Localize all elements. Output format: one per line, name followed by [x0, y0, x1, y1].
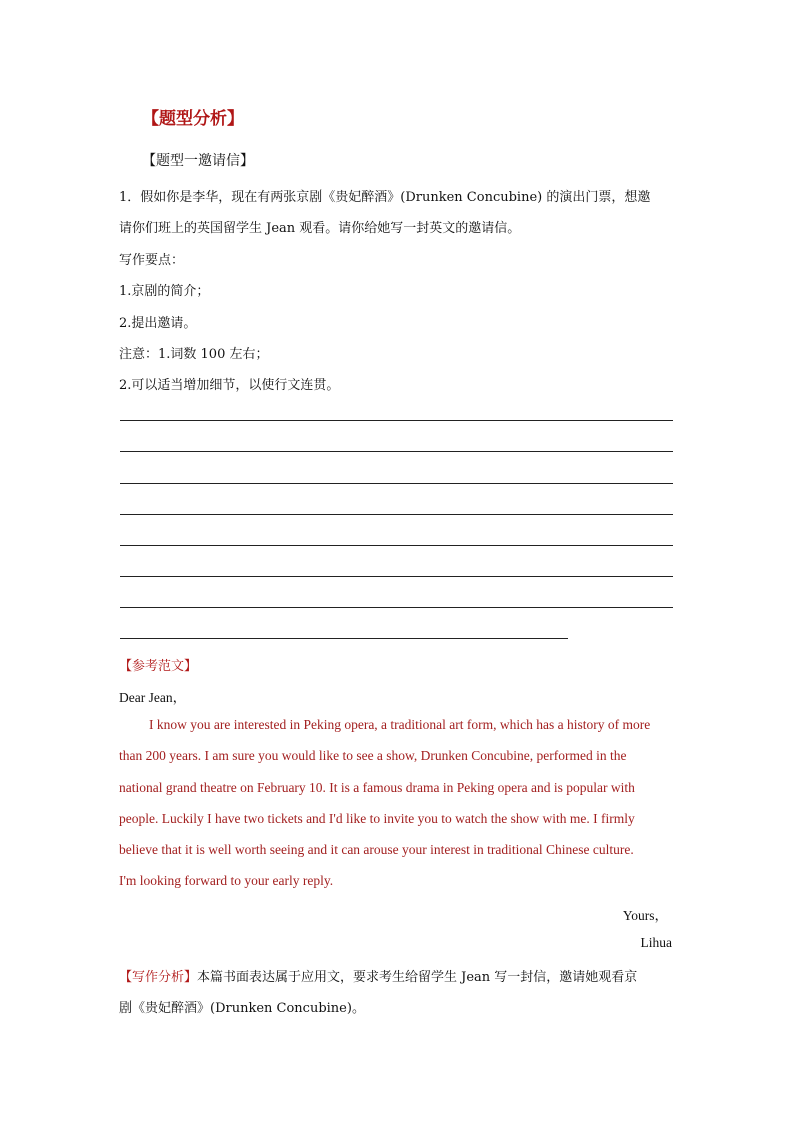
- answer-line: [120, 420, 673, 421]
- letter-greeting: Dear Jean，: [119, 690, 187, 705]
- note-line-1: 注意：1.词数 100 左右；: [119, 347, 269, 362]
- question-line-2: 请你们班上的英国留学生 Jean 观看。请你给她写一封英文的邀请信。: [119, 221, 521, 236]
- letter-line-4: people. Luckily I have two tickets and I'd like to invite you to watch the show with me. I firmly: [119, 811, 635, 826]
- analysis-line-1: [119, 966, 637, 985]
- letter-line-5: believe that it is well worth seeing and it can arouse your interest in traditional Chinese culture.: [119, 842, 634, 857]
- answer-line: [120, 483, 673, 484]
- analysis-text: 本篇书面表达属于应用文，要求考生给留学生 Jean 写一封信，邀请她观看京: [197, 970, 638, 985]
- question-line-1: 1．假如你是李华，现在有两张京剧《贵妃醉酒》(Drunken Concubine) 的演出门票，想邀: [119, 190, 651, 205]
- letter-closing: Yours，: [622, 908, 668, 923]
- note-line-2: 2.可以适当增加细节，以使行文连贯。: [119, 378, 340, 393]
- section-title: 【题型分析】: [142, 109, 244, 129]
- letter-line-1: I know you are interested in Peking opera, a traditional art form, which has a history of more: [149, 717, 651, 732]
- letter-signature: Lihua: [640, 935, 672, 950]
- sample-header: 【参考范文】: [119, 659, 198, 674]
- letter-line-6: I'm looking forward to your early reply.: [119, 873, 334, 888]
- answer-line: [120, 638, 568, 639]
- answer-line: [120, 545, 673, 546]
- writing-point-1: 1.京剧的简介；: [119, 284, 210, 299]
- writing-points-header: 写作要点：: [119, 253, 185, 268]
- question-type-subtitle: 【题型一邀请信】: [142, 153, 254, 169]
- answer-line: [120, 576, 673, 577]
- analysis-line-2: 剧《贵妃醉酒》(Drunken Concubine)。: [119, 1001, 365, 1016]
- answer-line: [120, 451, 673, 452]
- analysis-label: 【写作分析】: [119, 970, 198, 985]
- answer-line: [120, 607, 673, 608]
- writing-point-2: 2.提出邀请。: [119, 316, 197, 331]
- letter-line-3: national grand theatre on February 10. It is a famous drama in Peking opera and is popular with: [119, 780, 635, 795]
- letter-line-2: than 200 years. I am sure you would like to see a show, Drunken Concubine, performed in the: [119, 748, 627, 763]
- answer-line: [120, 514, 673, 515]
